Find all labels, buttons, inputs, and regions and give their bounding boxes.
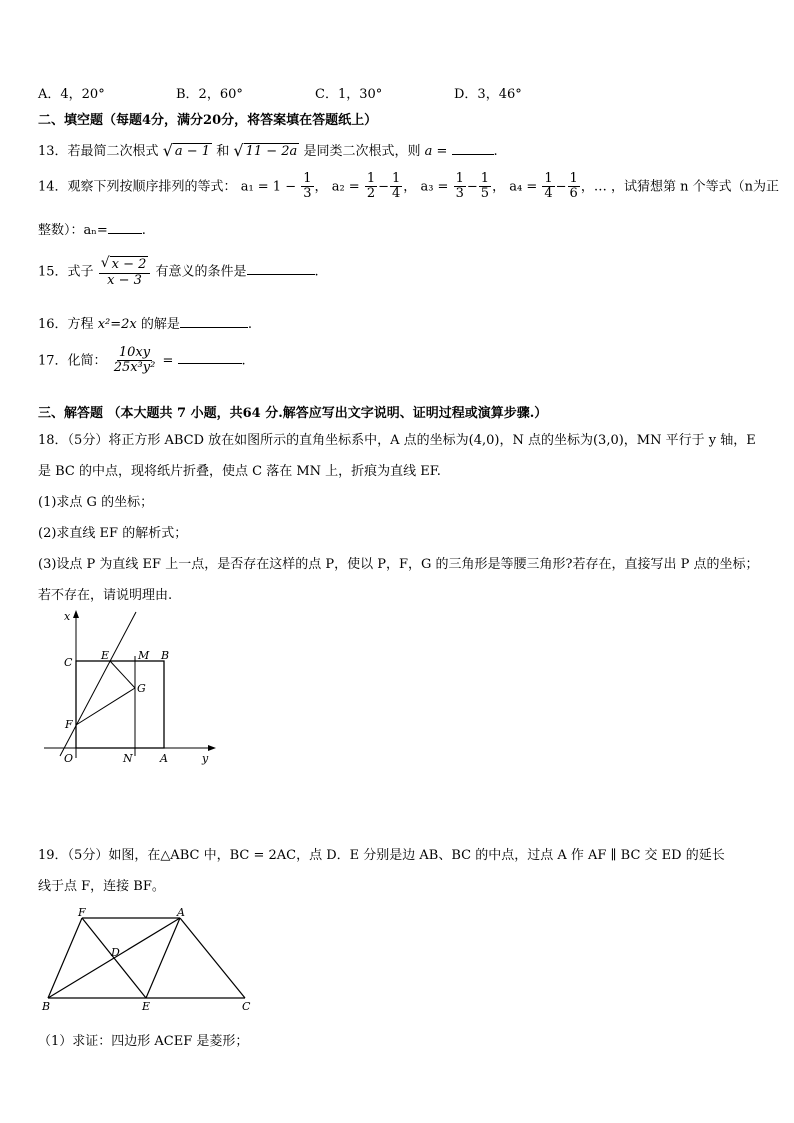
question-14-line-2 [38, 219, 146, 238]
q13-radical-1: √ a − 1 [162, 141, 211, 161]
fig18-label-F: F [65, 718, 73, 731]
q13-prefix: 13．若最简二次根式 [38, 144, 159, 159]
q17-end: . [241, 353, 246, 369]
fig18-label-E: E [101, 649, 110, 662]
q18-part-2: (2)求直线 EF 的解析式； [38, 526, 188, 541]
fig18-label-G: G [137, 682, 146, 695]
fig18-label-A: A [160, 752, 168, 765]
q15-suffix: 有意义的条件是 [155, 264, 247, 280]
q19-part-1: （1）求证：四边形 ACEF 是菱形； [38, 1034, 249, 1049]
q18-coordinate-figure [40, 608, 230, 768]
fig19-label-B: B [42, 1000, 51, 1013]
question-15 [38, 256, 319, 288]
question-13 [38, 140, 498, 160]
q13-mid: 和 [216, 144, 230, 159]
q14-eq3-lhs: a₃ = [420, 179, 449, 195]
option-d: D．3，46° [454, 87, 522, 102]
fig18-label-y: y [202, 752, 209, 765]
q14-frac-1-3: $\frac{1}{3}$ [303, 171, 312, 202]
option-a: A．4，20° [38, 87, 105, 102]
q16-prefix: 16．方程 [38, 317, 98, 332]
q17-fraction: $\frac{10xy}{\text{25x³y²}}$ [113, 345, 156, 376]
question-14: 14．观察下列按顺序排列的等式： a₁ = 1 − $\frac{1}{3}$ ， a₂ = $\frac{1}{2}$ − $\frac{1}{4}$ ， a₃ = $\frac{1}{3}$ − $\frac{1}{5}$ ， a₄ = $\frac{1}{4}$ − $\frac{1}{6}$ ，… ，试猜想第 n 个等式（n为正 [38, 171, 779, 202]
q14-frac-1-2: $\frac{1}{2}$ [366, 171, 376, 202]
q14-end: . [141, 223, 146, 238]
q14-frac-1-6: $\frac{1}{6}$ [569, 171, 578, 202]
option-c: C．1，30° [315, 87, 383, 102]
q15-end: . [314, 264, 319, 280]
fig18-label-M: M [138, 649, 150, 662]
q16-equation: x²=2x [97, 317, 137, 332]
q16-end: . [247, 317, 253, 332]
section-2-title: 二、填空题（每题4分，满分20分，将答案填在答题纸上） [38, 113, 378, 128]
fig19-label-C: C [242, 1000, 251, 1013]
q15-prefix: 15．式子 [38, 264, 94, 280]
q14-eq2-lhs: a₂ = [331, 179, 360, 195]
question-17 [38, 346, 246, 376]
fig19-label-F: F [78, 906, 86, 919]
q18-line-2: 是 BC 的中点，现将纸片折叠，使点 C 落在 MN 上，折痕为直线 EF. [38, 464, 441, 479]
section-3-title: 三、解答题 （本大题共 7 小题，共64 分.解答应写出文字说明、证明过程或演算步骤.） [38, 406, 548, 421]
q13-eq: = [432, 144, 452, 159]
q14-eq4-lhs: a₄ = [509, 179, 538, 195]
q14-answer-blank[interactable] [108, 233, 142, 234]
q17-prefix: 17．化简： [38, 353, 107, 369]
q14-frac-1-3b: $\frac{1}{3}$ [455, 171, 464, 202]
fig19-label-E: E [142, 1000, 151, 1013]
q16-suffix: 的解是 [136, 317, 180, 332]
q13-radical-2: √ 11 − 2a [233, 141, 298, 161]
fig18-label-B: B [161, 649, 170, 662]
q14-line2: 整数）：aₙ= [38, 223, 108, 238]
fig18-label-N: N [123, 752, 133, 765]
question-16 [38, 313, 252, 332]
q14-frac-1-4: $\frac{1}{4}$ [392, 171, 401, 202]
fig18-label-O: O [64, 752, 74, 765]
q18-part-1: (1)求点 G 的坐标； [38, 495, 154, 510]
q18-part-3a: (3)设点 P 为直线 EF 上一点，是否存在这样的点 P，使以 P，F，G 的三角形是等腰三角形?若存在，直接写出 P 点的坐标； [38, 557, 759, 572]
q16-answer-blank[interactable] [180, 327, 248, 328]
fig18-label-x: x [64, 610, 71, 623]
q18-part-3b: 若不存在，请说明理由. [38, 588, 173, 603]
q13-var: a [424, 144, 433, 159]
q14-suffix: ，… ，试猜想第 n 个等式（n为正 [580, 179, 779, 195]
q15-fraction: √ x − 2 x − 3 [99, 256, 151, 288]
q14-frac-1-4b: $\frac{1}{4}$ [544, 171, 553, 202]
fig18-label-C: C [64, 656, 73, 669]
q19-line-2: 线于点 F，连接 BF。 [38, 879, 165, 894]
fig19-label-A: A [177, 906, 185, 919]
option-b: B．2，60° [176, 87, 243, 102]
q19-geometry-figure [38, 906, 256, 1014]
q14-eq1-lhs: a₁ = 1 − [240, 179, 297, 195]
q17-eq: = [158, 353, 178, 369]
q17-answer-blank[interactable] [178, 363, 242, 364]
q14-prefix: 14．观察下列按顺序排列的等式： [38, 179, 237, 195]
q14-frac-1-5: $\frac{1}{5}$ [480, 171, 490, 202]
fig19-label-D: D [111, 946, 120, 959]
q13-end: . [493, 144, 498, 159]
q18-line-1: 18．（5分）将正方形 ABCD 放在如图所示的直角坐标系中，A 点的坐标为(4,0)，N 点的坐标为(3,0)，MN 平行于 y 轴，E [38, 433, 756, 448]
q13-answer-blank[interactable] [452, 154, 494, 155]
q13-suffix: 是同类二次根式，则 [303, 144, 421, 159]
q15-answer-blank[interactable] [247, 274, 315, 275]
q19-line-1: 19．（5分）如图，在△ABC 中，BC = 2AC，点 D．E 分别是边 AB、BC 的中点，过点 A 作 AF ∥ BC 交 ED 的延长 [38, 848, 725, 863]
